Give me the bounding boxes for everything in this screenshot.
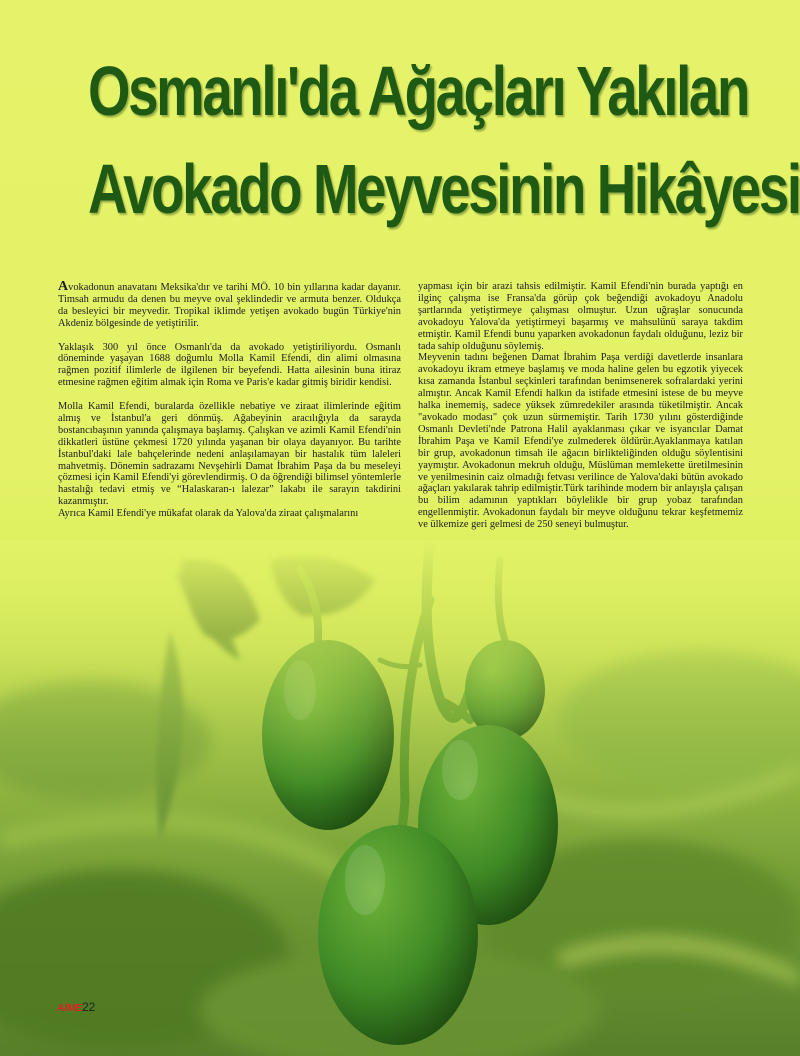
article-title (88, 42, 800, 238)
left-column (58, 281, 401, 520)
left-paragraph-3: Molla Kamil Efendi, buralarda özellikle nebatiye ve ziraat ilimlerinde eğitim almış ve İstanbul'a geri dönmüş. Ağabeyinin aracılığıyla da sarayda bostancıbaşının yanında çalışmaya başlamış. Çalışkan ve azimli Kamil Efendi'nin dikkatleri üstüne çekmesi 1720 yılında yaşanan bir olaya dayanıyor. Bu tarihte İstanbul'daki lale bahçelerinde nedeni anlaşılamayan bir hastalık tüm laleleri mahvetmiş. Dönemin sadrazamı Nevşehirli Damat İbrahim Paşa da bu meseleyi çözmesi için Kamil Efendi'yi görevlendirmiş. O da öğrendiği bilimsel yöntemlerle hastalığı tedavi etmiş ve “Halaskaran-ı lalezar” lakabı ile sarayın takdirini kazanmıştır. (58, 401, 401, 508)
left-paragraph-1-text: vokadonun anavatanı Meksika'dır ve tarihi MÖ. 10 bin yıllarına kadar dayanır. Timsah armudu da denen bu meyve oval şeklindedir ve armuta benzer. Oldukça da besleyici bir meyvedir. Tropikal iklimde yetişen avokado bugün Türkiye'nin Akdeniz bölgesinde de yetiştirilir. (58, 282, 401, 329)
page-number: 22 (82, 1000, 96, 1014)
title-line-1: Osmanlı'da Ağaçları Yakılan (88, 52, 748, 130)
left-paragraph-1 (58, 281, 401, 330)
page-footer (57, 1000, 95, 1014)
left-paragraph-4: Ayrıca Kamil Efendi'ye mükafat olarak da Yalova'da ziraat çalışmalarını (58, 508, 359, 520)
avocado-photo (0, 540, 800, 1056)
title-line-2: Avokado Meyvesinin Hikâyesi (88, 150, 800, 228)
brand-logo: AİME (57, 1003, 82, 1014)
left-paragraph-2: Yaklaşık 300 yıl önce Osmanlı'da da avokado yetiştiriliyordu. Osmanlı döneminde yaşayan 1688 doğumlu Molla Kamil Efendi, din alimi olmasına rağmen pozitif ilimlerle de ilgilenen bir beyefendi. Hatta ailesinin buna itiraz etmesine rağmen eğitim almak için Roma ve Paris'e kadar gitmiş biridir kendisi. (58, 341, 401, 389)
right-paragraph-1: yapması için bir arazi tahsis edilmiştir. Kamil Efendi'nin burada yaptığı en ilginç çalışma ise Fransa'da görüp çok beğendiği avokadoyu Anadolu şartlarında yetiştirmeye çalışması olmuştur. Uzun uğraşlar sonucunda avokadoyu Yalova'da yetiştirmeyi başarmış ve mahsulünü saraya takdim etmiştir. Kamil Efendi bunu yaparken avokadonun faydalı olduğunu, leziz bir tada sahip olduğunu söylemiş. (418, 281, 743, 352)
right-paragraph-2: Meyvenin tadını beğenen Damat İbrahim Paşa verdiği davetlerde insanlara avokadoyu ikram etmeye başlamış ve moda haline gelen bu egzotik yiyecek kısa zamanda İstanbul seçkinleri tarafından benimsenerek sofralardaki yerini almıştır. Ancak Kamil Efendi halkın da istifade etmesini istese de bu meyve halka inememiş, sadece yüksek zümredekiler arasında tüketilmiştir. Ancak "avokado modası" çok uzun sürmemiştir. Tarih 1730 yılını gösterdiğinde Osmanlı Devleti'nde Patrona Halil ayaklanması çıkar ve isyancılar Damat İbrahim Paşa ve Kamil Efendi'ye zulmederek öldürür.Ayaklanmaya katılan bir grup, avokadonun timsah ile ağacın birlikteliğinden olduğu söylentisini yaymıştır. Avokadonun mekruh olduğu, Müslüman memlekette üretilmesinin ve yenilmesinin caiz olmadığı fetvası verilince de Yalova'daki bütün avokado ağaçları yakılarak tahrip edilmiştir.Türk tarihinde modern bir anlayışla çalışan bu bilim adamının yaptıkları böylelikle bir grup yobaz tarafından engellenmiştir. Avokadonun faydalı bir meyve olduğunu tekrar keşfetmemiz ve ülkemize geri gelmesi de 250 seneyi bulmuştur. (418, 352, 743, 531)
drop-cap: A (58, 279, 69, 294)
right-column (418, 281, 743, 531)
